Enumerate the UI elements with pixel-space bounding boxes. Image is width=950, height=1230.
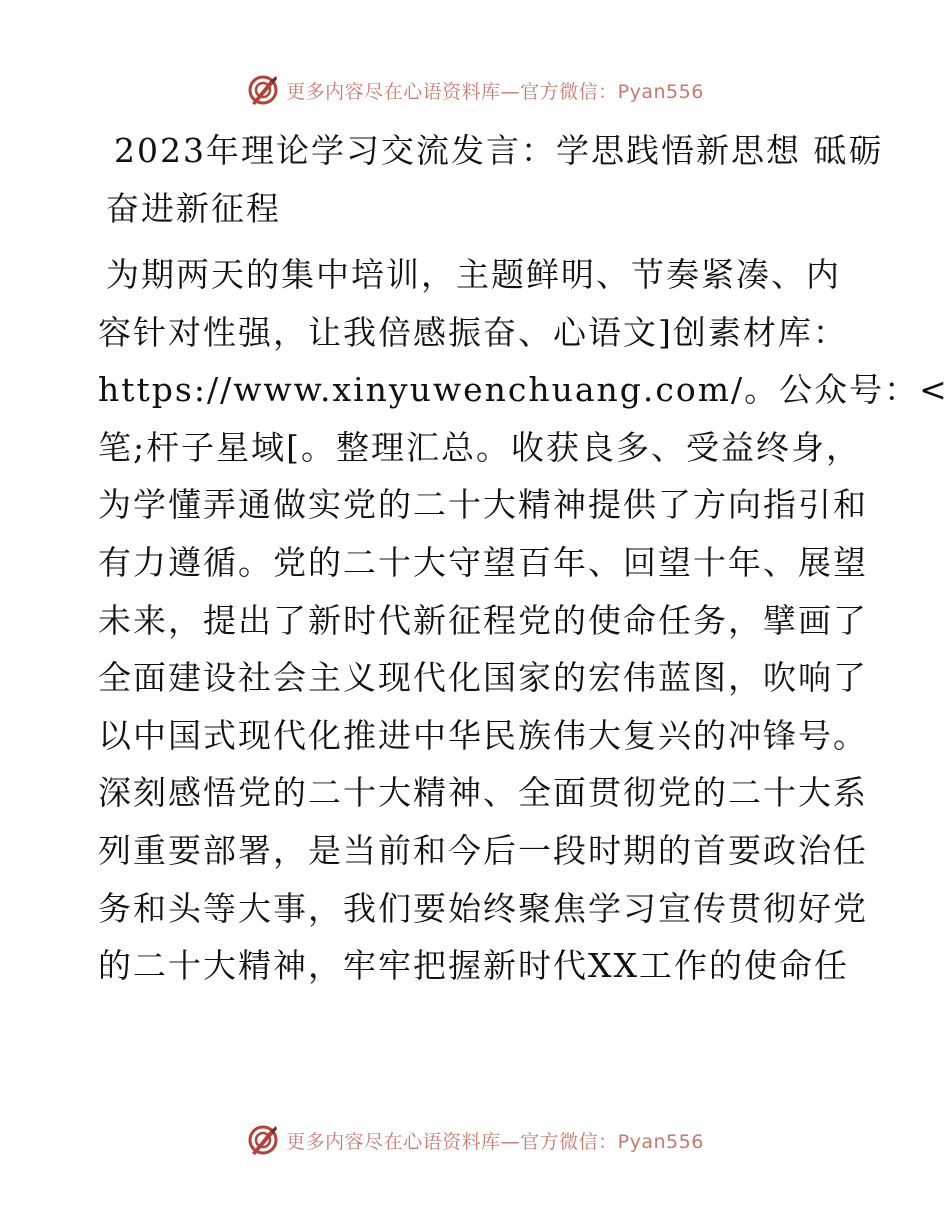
pen-circle-logo-icon (246, 73, 280, 107)
title-line: 奋进新征程 (106, 188, 281, 228)
body-line: 有力遵循。党的二十大守望百年、回望十年、展望 (98, 542, 868, 582)
body-line: 为学懂弄通做实党的二十大精神提供了方向指引和 (98, 485, 868, 525)
body-line: 列重要部署，是当前和今后一段时期的首要政治任 (98, 830, 868, 870)
document-title (98, 122, 884, 237)
body-line: 务和头等大事，我们要始终聚焦学习宣传贯彻好党 (98, 888, 868, 928)
body-line: 的二十大精神，牢牢把握新时代XX工作的使命任 (98, 946, 849, 986)
title-line: 2023年理论学习交流发言：学思践悟新思想 砥砺 (114, 131, 884, 170)
body-line: 容针对性强，让我倍感振奋、心语文]创素材库： (98, 312, 848, 352)
body-line: https://www.xinyuwenchuang.com/。公众号：< (98, 370, 949, 410)
body-line: 深刻感悟党的二十大精神、全面贯彻党的二十大系 (98, 773, 868, 813)
body-line: 为期两天的集中培训，主题鲜明、节奏紧凑、内 (106, 255, 841, 294)
body-line: 未来，提出了新时代新征程党的使命任务，擘画了 (98, 600, 868, 640)
header-banner-text: 更多内容尽在心语资料库—官方微信：Pyan556 (286, 80, 704, 103)
body-line: 以中国式现代化推进中华民族伟大复兴的冲锋号。 (98, 715, 868, 755)
header-banner (0, 70, 950, 110)
body-line: 笔;杆子星域[。整理汇总。收获良多、受益终身， (98, 427, 861, 467)
pen-circle-logo-icon (246, 1123, 280, 1157)
footer-banner (0, 1120, 950, 1160)
footer-banner-text: 更多内容尽在心语资料库—官方微信：Pyan556 (286, 1130, 704, 1153)
body-line: 全面建设社会主义现代化国家的宏伟蓝图，吹响了 (98, 658, 868, 698)
document-body (98, 246, 949, 995)
